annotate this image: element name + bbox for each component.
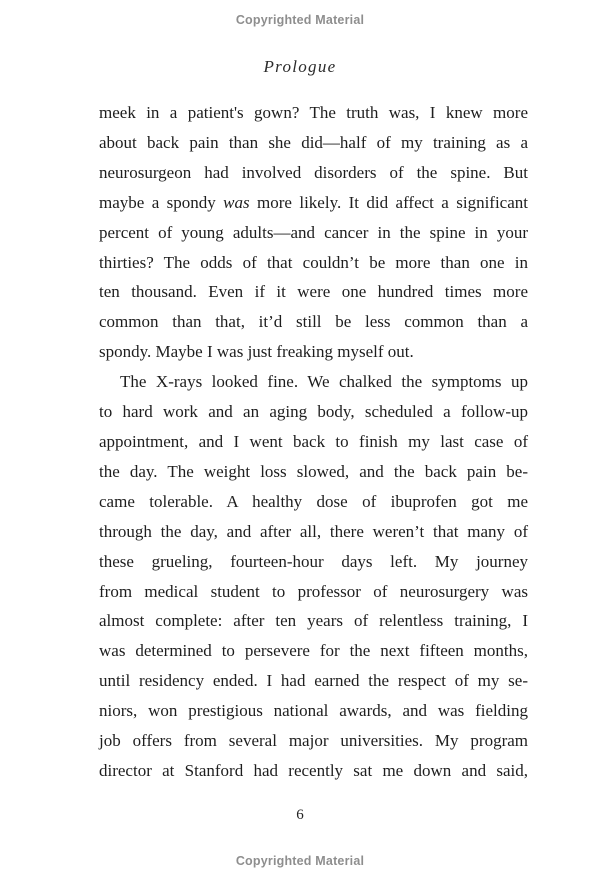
text-line: thirties? The odds of that couldn’t be more than one in	[99, 252, 528, 272]
chapter-title: Prologue	[263, 57, 337, 76]
text-line: The X-rays looked fine. We chalked the symptoms up	[120, 372, 528, 392]
text-line: common than that, it’d still be less common than a	[99, 312, 528, 332]
text-line: the day. The weight loss slowed, and the back pain be-	[99, 461, 528, 481]
text-line: meek in a patient's gown? The truth was, I knew more	[99, 103, 528, 122]
text-line: neurosurgeon had involved disorders of the spine. But	[99, 162, 528, 182]
text-line: from medical student to professor of neurosurgery was	[99, 581, 528, 601]
text-line: almost complete: after ten years of relentless training, I	[99, 611, 528, 631]
text-line: maybe a spondy was more likely. It did affect a significant	[99, 192, 528, 212]
page-number: 6	[296, 807, 304, 823]
text-line: spondy. Maybe I was just freaking myself out.	[99, 342, 414, 362]
page-body-text	[99, 98, 528, 786]
text-line: ten thousand. Even if it were one hundred times more	[99, 282, 528, 302]
text-line: about back pain than she did—half of my training as a	[99, 132, 528, 152]
text-line: niors, won prestigious national awards, and was fielding	[99, 701, 528, 721]
copyright-notice-top: Copyrighted Material	[235, 13, 365, 27]
text-line: appointment, and I went back to finish my last case of	[99, 431, 528, 451]
text-line: through the day, and after all, there weren’t that many of	[99, 521, 528, 541]
copyright-notice-bottom: Copyrighted Material	[235, 854, 365, 868]
text-line: until residency ended. I had earned the respect of my se-	[99, 671, 528, 691]
text-line: to hard work and an aging body, scheduled a follow-up	[99, 402, 528, 422]
text-line: was determined to persevere for the next fifteen months,	[99, 641, 528, 661]
italic-text: was	[223, 192, 250, 212]
text-line: percent of young adults—and cancer in the spine in your	[99, 222, 528, 242]
text-line: came tolerable. A healthy dose of ibuprofen got me	[99, 491, 528, 511]
text-line: these grueling, fourteen-hour days left. My journey	[99, 551, 528, 571]
text-line: director at Stanford had recently sat me down and said,	[99, 760, 528, 780]
text-line: job offers from several major universities. My program	[99, 731, 528, 751]
